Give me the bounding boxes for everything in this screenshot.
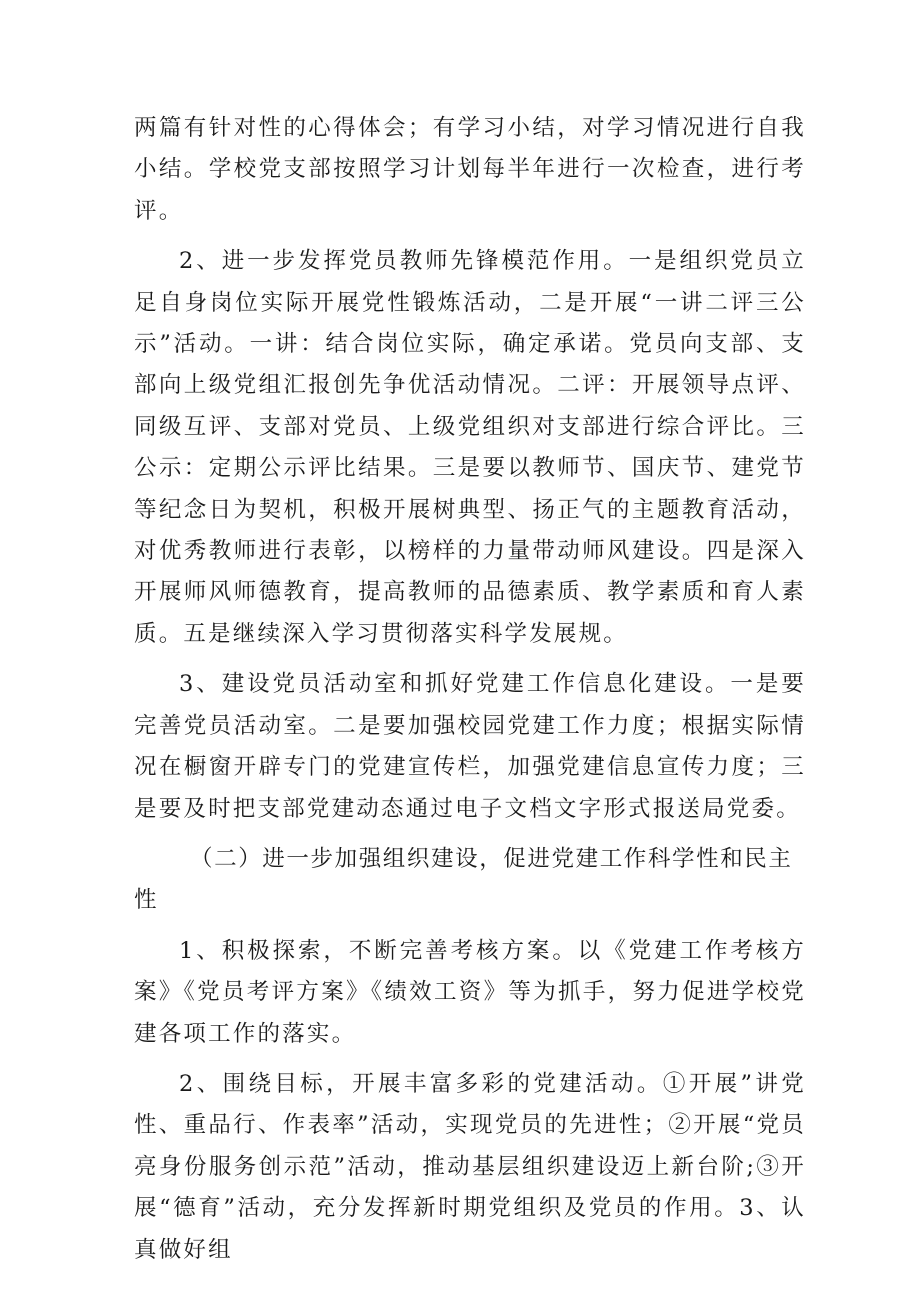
paragraph-party-activities: 2、围绕目标，开展丰富多彩的党建活动。①开展”讲党性、重品行、作表率”活动，实现党员的先进性；②开展“党员亮身份服务创示范”活动，推动基层组织建设迈上新台阶;③开展“德育”活动，充分发挥新时期党组织及党员的作用。3、认真做好组: [134, 1070, 806, 1263]
paragraph-activity-room: 3、建设党员活动室和抓好党建工作信息化建设。一是要完善党员活动室。二是要加强校园党建工作力度；根据实际情况在橱窗开辟专门的党建宣传栏，加强党建信息宣传力度；三是要及时把支部党建动态通过电子文档文字形式报送局党委。: [134, 671, 806, 822]
paragraph-study-summary: 两篇有针对性的心得体会；有学习小结，对学习情况进行自我小结。学校党支部按照学习计划每半年进行一次检查，进行考评。: [134, 115, 806, 224]
paragraph-party-teacher-role: 2、进一步发挥党员教师先锋模范作用。一是组织党员立足自身岗位实际开展党性锻炼活动，二是开展“一讲二评三公示”活动。一讲：结合岗位实际，确定承诺。党员向支部、支部向上级党组汇报创先争优活动情况。二评：开展领导点评、同级互评、支部对党员、上级党组织对支部进行综合评比。三公示：定期公示评比结果。三是要以教师节、国庆节、建党节等纪念日为契机，积极开展树典型、扬正气的主题教育活动，对优秀教师进行表彰，以榜样的力量带动师风建设。四是深入开展师风师德教育，提高教师的品德素质、教学素质和育人素质。五是继续深入学习贯彻落实科学发展规。: [134, 248, 806, 647]
paragraph-assessment-plan: 1、积极探索，不断完善考核方案。以《党建工作考核方案》《党员考评方案》《绩效工资》等为抓手，努力促进学校党建各项工作的落实。: [134, 937, 806, 1047]
section-heading-organization: （二）进一步加强组织建设，促进党建工作科学性和民主性: [134, 845, 793, 914]
document-page: [134, 108, 806, 1280]
